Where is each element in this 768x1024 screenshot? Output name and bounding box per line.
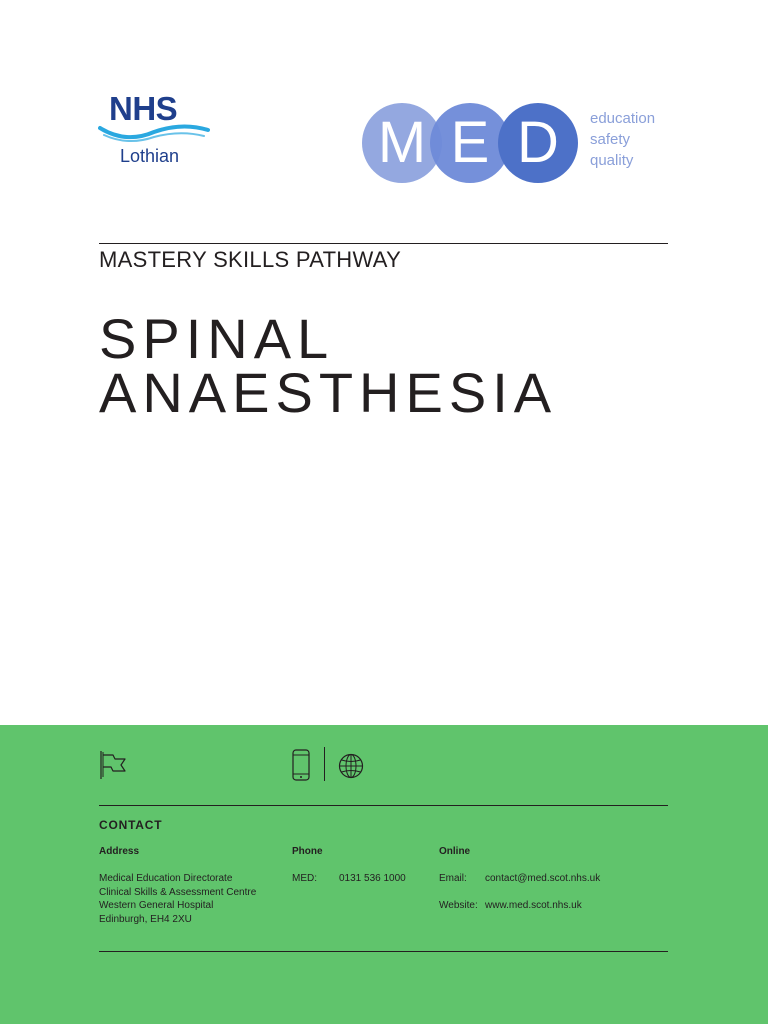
- med-tagline-quality: quality: [590, 152, 634, 169]
- header-divider: [99, 243, 668, 244]
- pathway-subtitle: MASTERY SKILLS PATHWAY: [99, 247, 402, 272]
- footer-bottom-divider: [99, 951, 668, 952]
- med-logo: [362, 103, 672, 187]
- icon-divider: [324, 747, 325, 781]
- med-tagline-education: education: [590, 110, 656, 127]
- address-block: [99, 872, 256, 926]
- footer-top-divider: [99, 805, 668, 806]
- nhs-logo-text: NHS: [109, 90, 178, 127]
- website-key: Website:: [439, 900, 478, 911]
- website-link[interactable]: www.med.scot.nhs.uk: [485, 900, 582, 911]
- document-title: [99, 307, 558, 424]
- title-line-1: SPINAL: [99, 307, 335, 370]
- phone-key: MED:: [292, 873, 317, 884]
- contact-footer: [0, 725, 768, 1024]
- phone-label: Phone: [292, 846, 323, 857]
- address-line: Western General Hospital: [99, 900, 214, 911]
- nhs-logo-subtitle: Lothian: [120, 146, 180, 166]
- online-label: Online: [439, 846, 471, 857]
- med-letter-d: D: [517, 110, 559, 175]
- address-line: Medical Education Directorate: [99, 873, 233, 884]
- address-line: Edinburgh, EH4 2XU: [99, 913, 192, 925]
- nhs-wave-icon: [98, 122, 210, 144]
- med-letter-e: E: [450, 110, 490, 175]
- address-label: Address: [99, 846, 140, 857]
- title-line-2: ANAESTHESIA: [99, 361, 558, 424]
- email-link[interactable]: contact@med.scot.nhs.uk: [485, 873, 601, 884]
- med-letter-m: M: [377, 110, 427, 175]
- flag-icon: [99, 750, 127, 780]
- med-tagline-safety: safety: [590, 131, 631, 148]
- contact-heading: CONTACT: [99, 818, 163, 832]
- address-line: Clinical Skills & Assessment Centre: [99, 886, 257, 898]
- nhs-lothian-logo: [98, 92, 213, 167]
- phone-number[interactable]: 0131 536 1000: [339, 873, 406, 884]
- mobile-phone-icon: [292, 749, 310, 781]
- globe-icon: [338, 753, 364, 779]
- email-key: Email:: [439, 873, 467, 884]
